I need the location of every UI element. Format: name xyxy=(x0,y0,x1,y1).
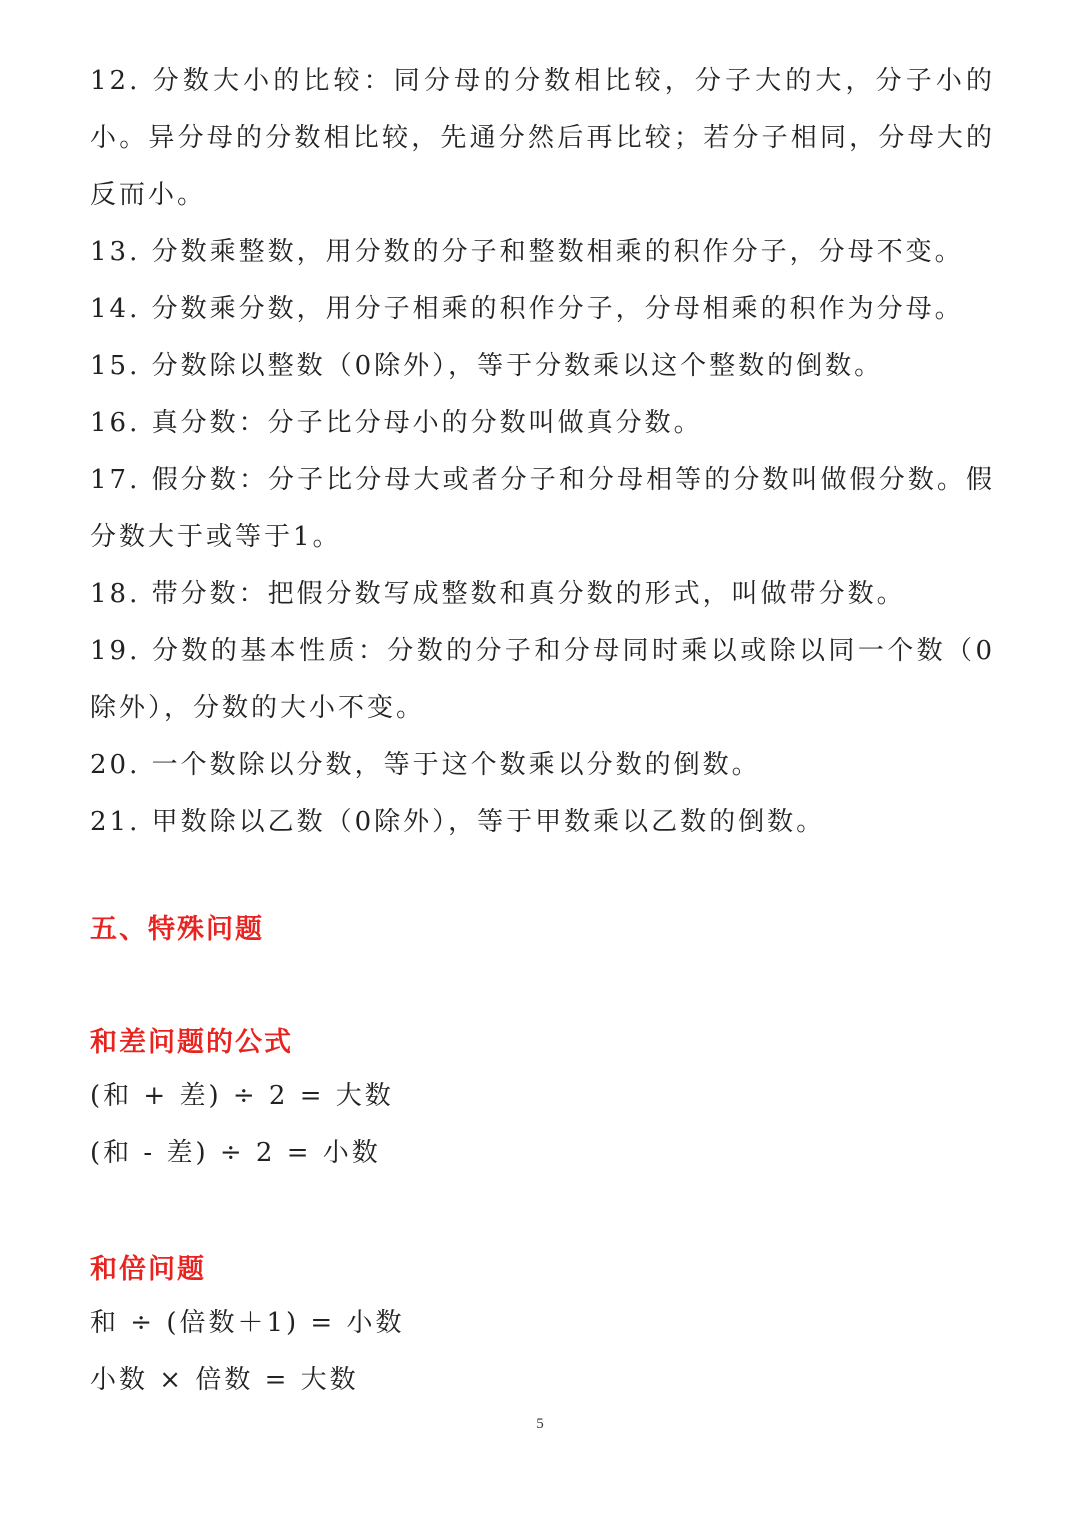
rule-item-19: 19. 分数的基本性质：分数的分子和分母同时乘以或除以同一个数（0除外），分数的大小不变。 xyxy=(90,636,995,723)
sum-difference-formula-large: (和 + 差) ÷ 2 = 大数 xyxy=(90,1081,394,1111)
sum-difference-block xyxy=(90,1018,394,1182)
page-number: 5 xyxy=(536,1416,544,1432)
rule-item-13: 13. 分数乘整数，用分数的分子和整数相乘的积作分子，分母不变。 xyxy=(90,237,964,267)
rule-item-18: 18. 带分数：把假分数写成整数和真分数的形式，叫做带分数。 xyxy=(90,579,906,609)
rule-item-20: 20. 一个数除以分数，等于这个数乘以分数的倒数。 xyxy=(90,750,761,780)
rule-item-15: 15. 分数除以整数（0除外），等于分数乘以这个整数的倒数。 xyxy=(90,351,884,381)
rule-item-12: 12. 分数大小的比较：同分母的分数相比较，分子大的大，分子小的小。异分母的分数相比较，先通分然后再比较；若分子相同，分母大的反而小。 xyxy=(90,66,995,210)
sum-multiple-formula-small: 和 ÷ (倍数＋1) = 小数 xyxy=(90,1308,405,1338)
sum-difference-formula-small: (和 - 差) ÷ 2 = 小数 xyxy=(90,1138,381,1168)
sum-multiple-title: 和倍问题 xyxy=(90,1254,206,1285)
sum-difference-title: 和差问题的公式 xyxy=(90,1027,293,1058)
section-heading-special-problems: 五、特殊问题 xyxy=(90,914,264,945)
rule-item-16: 16. 真分数：分子比分母小的分数叫做真分数。 xyxy=(90,408,703,438)
rule-item-21: 21. 甲数除以乙数（0除外），等于甲数乘以乙数的倒数。 xyxy=(90,807,826,837)
rule-item-17: 17. 假分数：分子比分母大或者分子和分母相等的分数叫做假分数。假分数大于或等于1。 xyxy=(90,465,995,552)
rule-item-14: 14. 分数乘分数，用分子相乘的积作分子，分母相乘的积作为分母。 xyxy=(90,294,964,324)
sum-multiple-formula-large: 小数 × 倍数 = 大数 xyxy=(90,1365,359,1395)
sum-multiple-block xyxy=(90,1245,404,1409)
fraction-rules-list xyxy=(90,53,995,851)
